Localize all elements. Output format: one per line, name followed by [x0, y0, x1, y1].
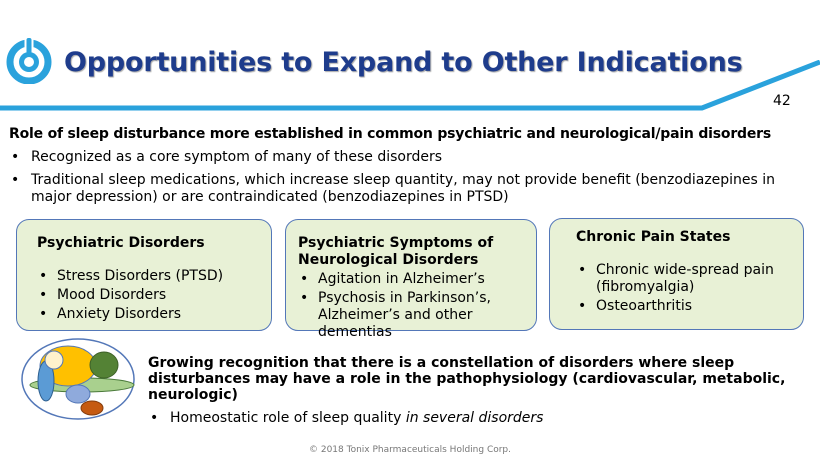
growing-recognition-section [148, 355, 813, 427]
list-item: • Mood Disorders [37, 287, 261, 304]
box-title: Chronic Pain States [576, 229, 731, 245]
overlapping-ellipses-icon [20, 337, 136, 421]
list-item: • Stress Disorders (PTSD) [37, 268, 261, 285]
growing-heading: Growing recognition that there is a constellation of disorders where sleep disturbances may have a role in the pathophysiology (cardiovascular, metabolic, neurologic) [148, 355, 786, 403]
list-item: • Agitation in Alzheimer’s [298, 271, 526, 288]
intro-bullets [9, 149, 809, 206]
page-number: 42 [773, 93, 791, 109]
list-item: • Recognized as a core symptom of many of these disorders [9, 149, 809, 166]
intro-section [9, 126, 809, 212]
list-item: • Traditional sleep medications, which increase sleep quantity, may not provide benefit (benzodiazepines in major depression) or are contraindicated (benzodiazepines in PTSD) [9, 172, 809, 206]
chronic-pain-box [549, 218, 804, 330]
box-list [298, 271, 526, 341]
list-item: • Anxiety Disorders [37, 306, 261, 323]
growing-bullets [148, 410, 813, 427]
list-item: • Osteoarthritis [576, 298, 793, 315]
list-item: • Psychosis in Parkinson’s, Alzheimer’s and other dementias [298, 290, 526, 341]
list-item: • Chronic wide-spread pain (fibromyalgia) [576, 262, 793, 296]
footer-copyright: © 2018 Tonix Pharmaceuticals Holding Corp. [308, 445, 512, 455]
box-title: Psychiatric Disorders [37, 235, 205, 251]
box-title: Psychiatric Symptoms of Neurological Disorders [298, 235, 494, 268]
intro-heading: Role of sleep disturbance more established in common psychiatric and neurological/pain disorders [9, 126, 771, 142]
neurological-disorders-box [285, 219, 537, 340]
box-list [576, 262, 793, 315]
header-divider-line [0, 60, 820, 120]
bullet-text: Homeostatic role of sleep quality [170, 410, 406, 426]
box-list [37, 268, 261, 323]
page-title: Opportunities to Expand to Other Indications [64, 47, 743, 78]
list-item [148, 410, 813, 427]
psychiatric-disorders-box [16, 219, 272, 331]
bullet-emphasis: in several disorders [405, 410, 544, 426]
